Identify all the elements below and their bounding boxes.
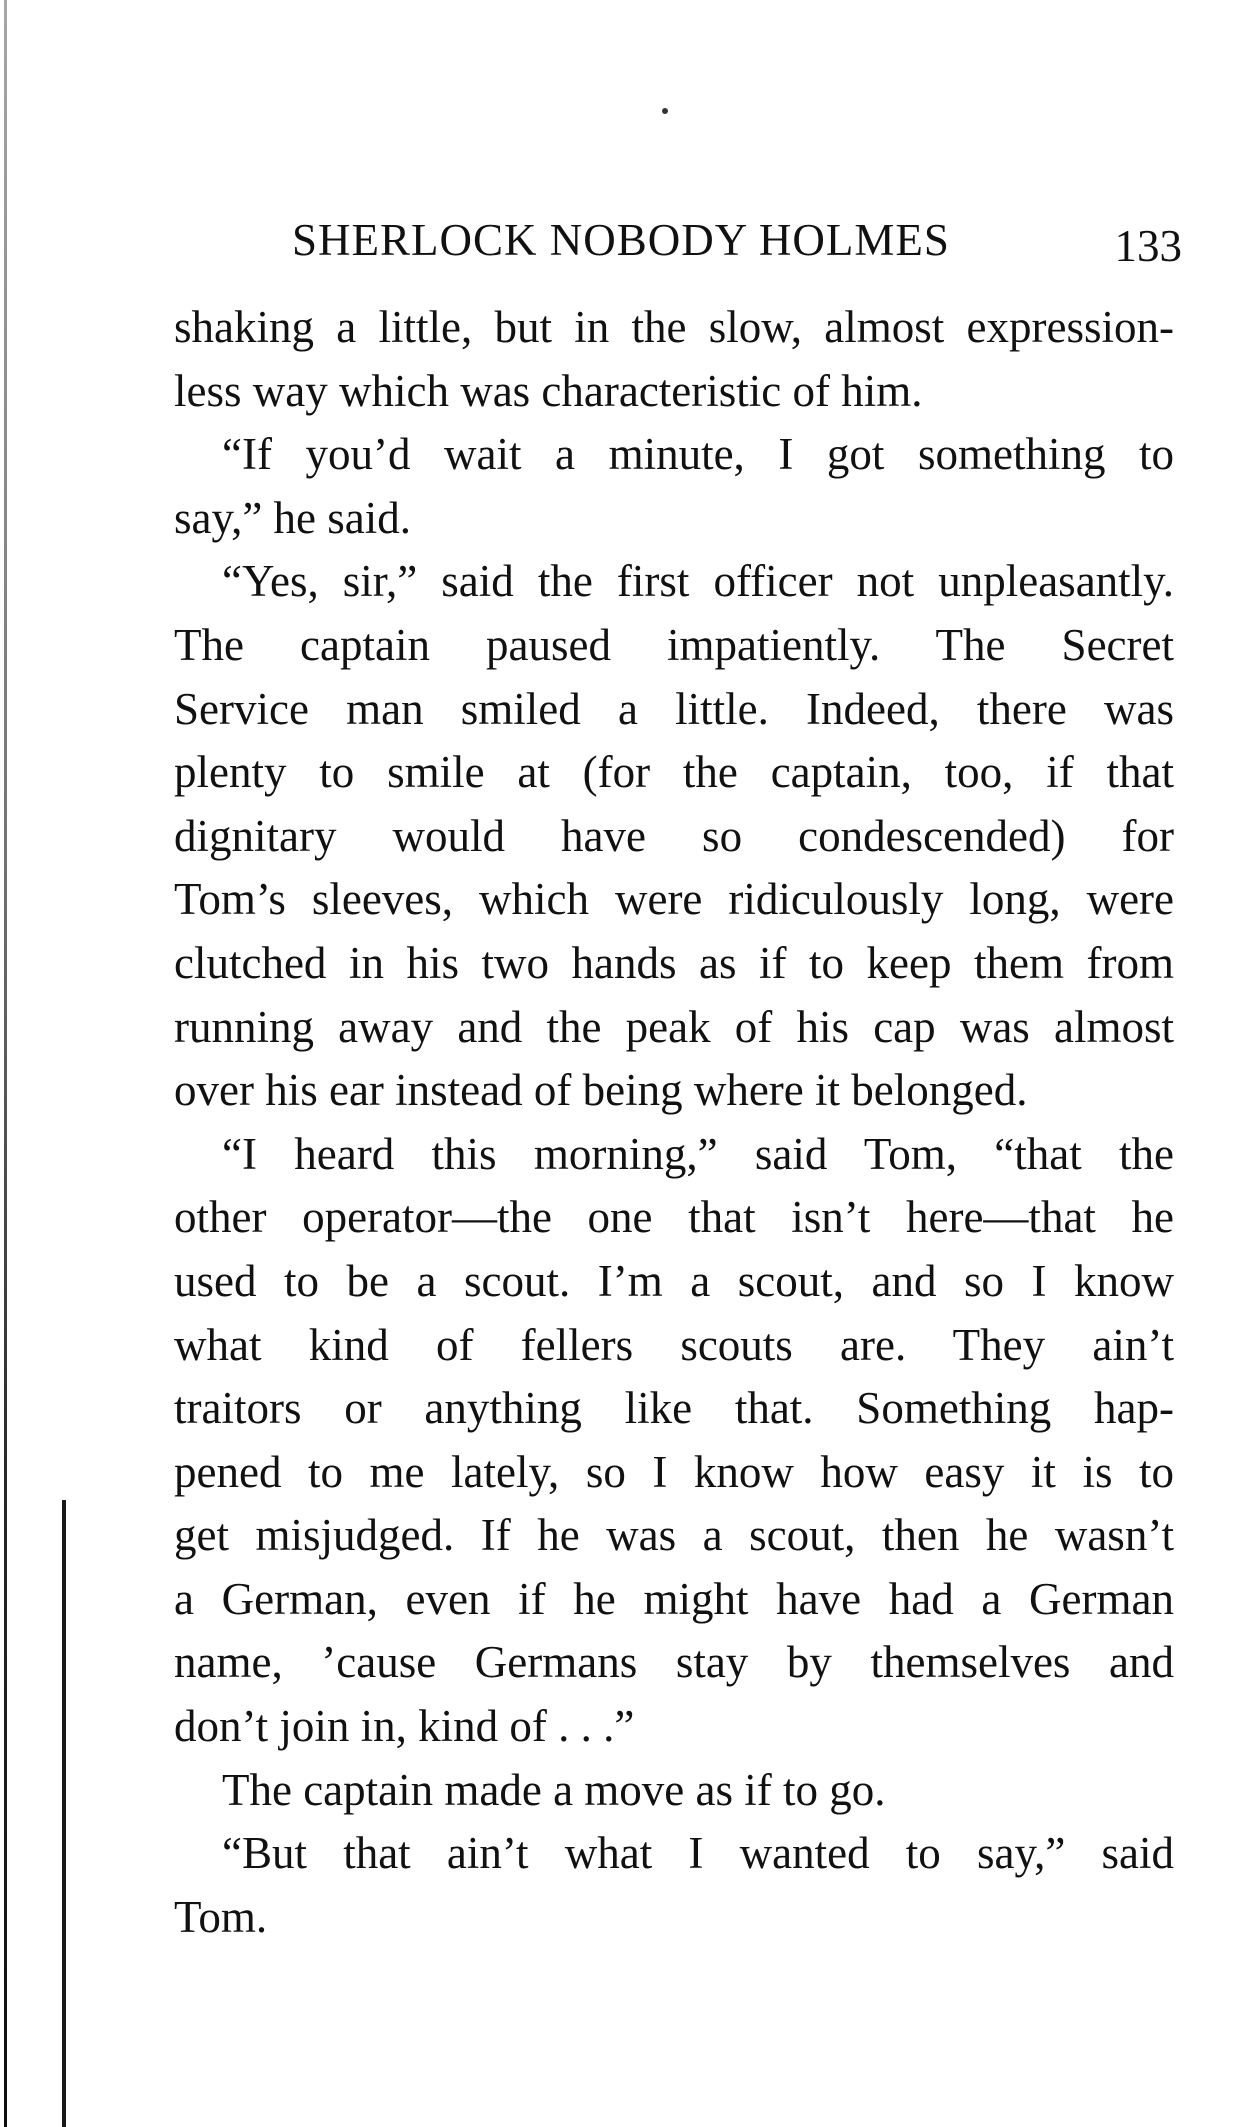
- text-line: less way which was characteristic of him.: [174, 365, 923, 416]
- text-line: what kind of fellers scouts are. They ain’t: [174, 1319, 1174, 1370]
- text-line: The captain made a move as if to go.: [222, 1764, 886, 1815]
- text-line: say,” he said.: [174, 492, 411, 543]
- text-line: get misjudged. If he was a scout, then he wasn’t: [174, 1510, 1174, 1561]
- text-line: don’t join in, kind of . . .”: [174, 1701, 635, 1752]
- page-binding-edge: [4, 0, 7, 2127]
- text-line: traitors or anything like that. Something hap-: [174, 1383, 1174, 1434]
- text-line: plenty to smile at (for the captain, too, if that: [174, 747, 1174, 798]
- text-line: “But that ain’t what I wanted to say,” said: [222, 1828, 1174, 1879]
- text-line: other operator—the one that isn’t here—that he: [174, 1192, 1174, 1243]
- text-line: name, ’cause Germans stay by themselves and: [174, 1637, 1174, 1688]
- page-number: 133: [1114, 221, 1182, 271]
- text-line: Tom.: [174, 1891, 268, 1942]
- text-line: used to be a scout. I’m a scout, and so I know: [174, 1255, 1174, 1306]
- text-line: dignitary would have so condescended) for: [174, 810, 1174, 861]
- text-line: “Yes, sir,” said the first officer not unpleasantly.: [222, 556, 1174, 607]
- text-line: running away and the peak of his cap was almost: [174, 1001, 1174, 1052]
- print-speck: [662, 108, 668, 114]
- body-text: [174, 296, 1174, 1949]
- text-line: Tom’s sleeves, which were ridiculously long, were: [174, 874, 1174, 925]
- page-binding-shadow: [62, 1500, 66, 2127]
- running-title: SHERLOCK NOBODY HOLMES: [292, 215, 950, 265]
- text-line: “I heard this morning,” said Tom, “that the: [222, 1128, 1174, 1179]
- page-header: [172, 214, 1192, 284]
- text-line: “If you’d wait a minute, I got something to: [222, 429, 1174, 480]
- text-line: pened to me lately, so I know how easy it is to: [174, 1446, 1174, 1497]
- text-line: a German, even if he might have had a German: [174, 1573, 1174, 1624]
- text-line: clutched in his two hands as if to keep them from: [174, 937, 1174, 988]
- text-line: over his ear instead of being where it belonged.: [174, 1065, 1028, 1116]
- text-line: shaking a little, but in the slow, almost expression-: [174, 302, 1174, 352]
- text-line: Service man smiled a little. Indeed, there was: [174, 683, 1174, 734]
- text-line: The captain paused impatiently. The Secret: [174, 619, 1174, 670]
